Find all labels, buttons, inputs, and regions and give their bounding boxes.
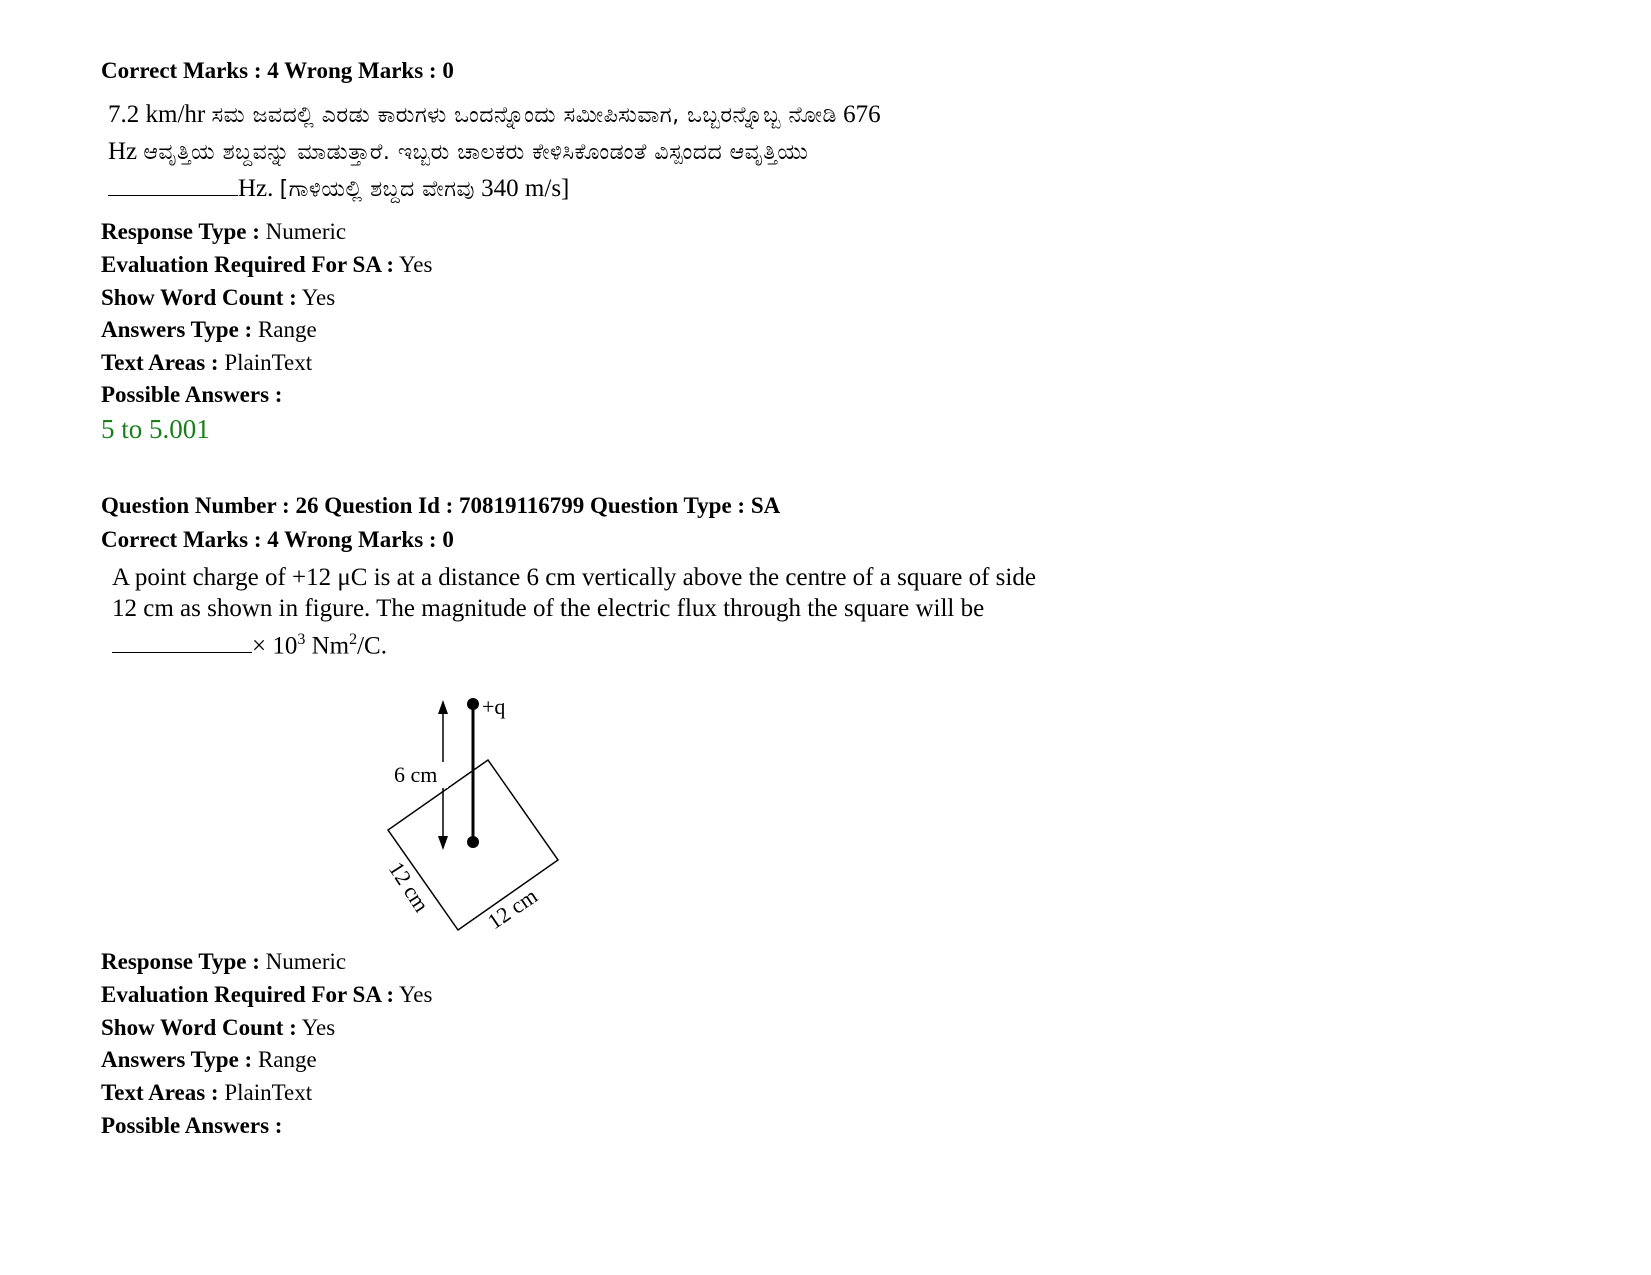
q26-answers-type: Answers Type : Range [101, 1047, 317, 1072]
q26-evaluation-required: Evaluation Required For SA : Yes [101, 982, 433, 1007]
q25-show-word-count: Show Word Count : Yes [101, 285, 336, 310]
q25-text-line-1: 7.2 km/hr ಸಮ ಜವದಲ್ಲಿ ಎರಡು ಕಾರುಗಳು ಒಂದನ್ನೊಂದು ಸಮೀಪಿಸುವಾಗ, ಒಬ್ಬರನ್ನೊಬ್ಬ ನೋಡಿ 676 [108, 101, 881, 128]
q26-show-word-count: Show Word Count : Yes [101, 1015, 336, 1040]
q26-text-line-1: A point charge of +12 μC is at a distance 6 cm vertically above the centre of a square of side [112, 564, 1036, 591]
q25-response-type: Response Type : Numeric [101, 219, 347, 244]
q26-possible-answers-label: Possible Answers : [101, 1113, 283, 1138]
q26-text-areas: Text Areas : PlainText [101, 1080, 313, 1105]
height-label: 6 cm [394, 762, 438, 787]
centre-dot [467, 836, 479, 848]
q26-question-text [112, 562, 1207, 661]
arrow-up-icon [438, 700, 448, 714]
q25-text-line-2: Hz ಆವೃತ್ತಿಯ ಶಬ್ದವನ್ನು ಮಾಡುತ್ತಾರೆ. ಇಬ್ಬರು ಚಾಲಕರು ಕೇಳಿಸಿಕೊಂಡಂತೆ ವಿಸ್ಪಂದದ ಆವೃತ್ತಿಯು [108, 138, 809, 165]
q26-response-type: Response Type : Numeric [101, 949, 347, 974]
q25-possible-answers-value: 5 to 5.001 [101, 414, 210, 444]
q26-text-line-3: × $10^3$ Nm$^2$/C. [112, 624, 1207, 661]
side-label-left: 12 cm [383, 857, 435, 917]
q26-header: Question Number : 26 Question Id : 70819116799 Question Type : SA [101, 493, 781, 518]
q25-text-line-3: Hz. [ಗಾಳಿಯಲ್ಲಿ ಶಬ್ದದ ವೇಗವು 340 m/s] [108, 171, 881, 208]
charge-dot [467, 698, 479, 710]
q25-possible-answers-label: Possible Answers : [101, 382, 283, 407]
answer-blank [108, 175, 238, 196]
q25-answers-type: Answers Type : Range [101, 317, 317, 342]
q25-question-text [108, 97, 881, 208]
q26-text-line-2: 12 cm as shown in figure. The magnitude of the electric flux through the square will be [112, 595, 985, 622]
arrow-down-icon [438, 836, 448, 850]
q26-marks: Correct Marks : 4 Wrong Marks : 0 [101, 527, 454, 552]
side-label-bottom: 12 cm [482, 883, 542, 935]
q26-figure [380, 690, 580, 940]
q25-marks: Correct Marks : 4 Wrong Marks : 0 [101, 58, 454, 83]
q25-evaluation-required: Evaluation Required For SA : Yes [101, 252, 433, 277]
q25-text-areas: Text Areas : PlainText [101, 350, 313, 375]
answer-blank [112, 632, 252, 653]
charge-label: +q [482, 694, 506, 719]
